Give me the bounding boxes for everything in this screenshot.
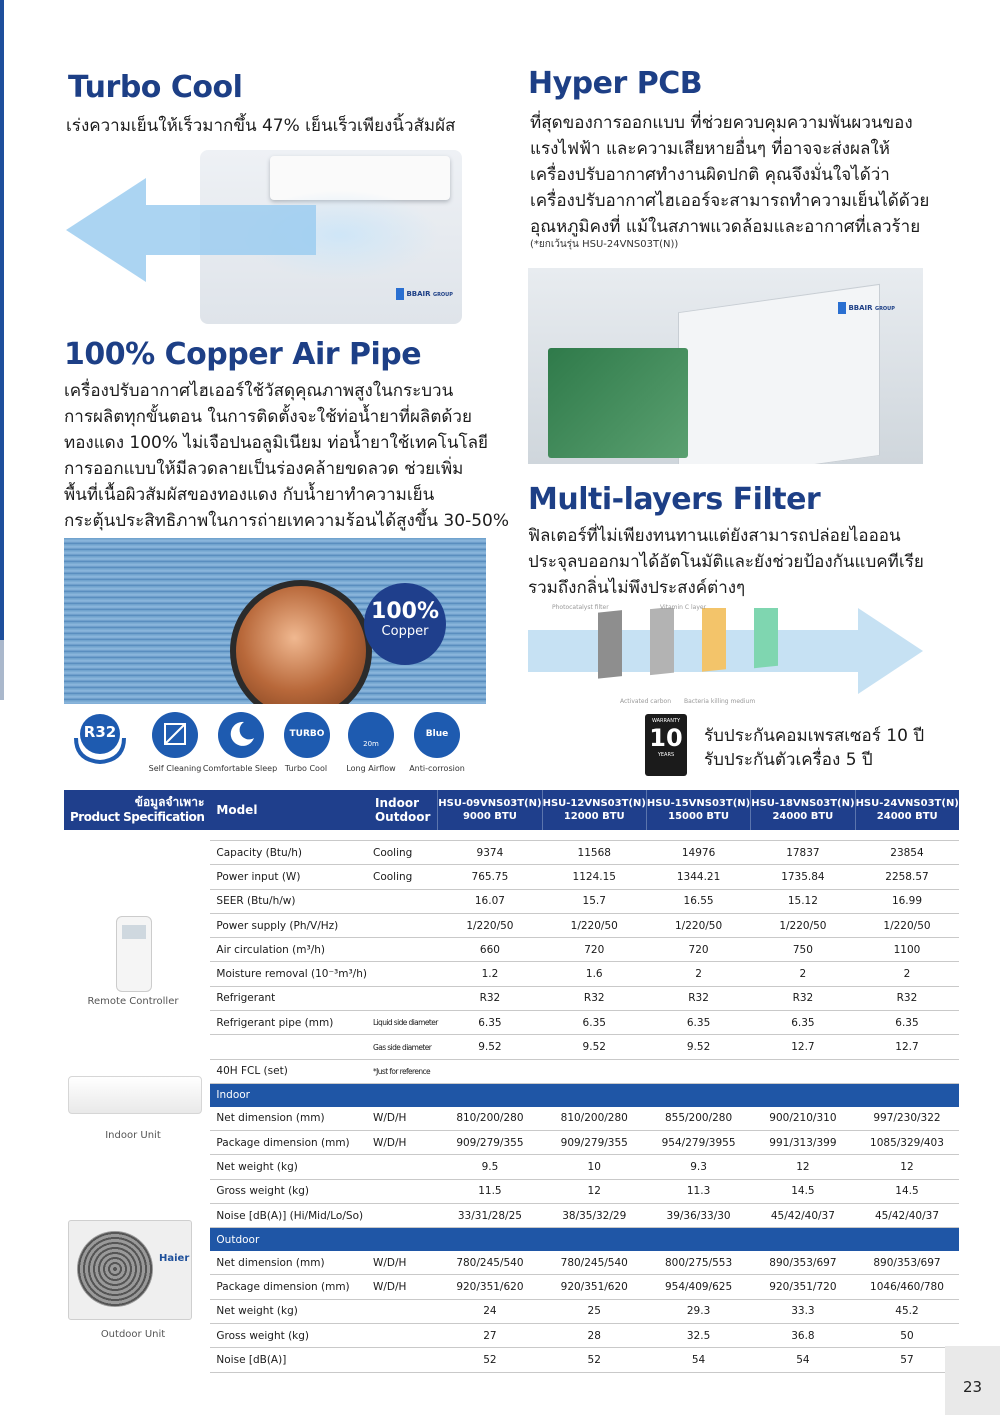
spec-cell: R32 — [751, 986, 855, 1010]
spec-row-sub — [367, 1155, 438, 1179]
spec-cell: R32 — [438, 986, 542, 1010]
spec-cell: 6.35 — [855, 1011, 959, 1035]
filter-title: Multi-layers Filter — [528, 482, 821, 517]
remote-controller-label: Remote Controller — [87, 996, 179, 1007]
spec-row — [64, 913, 959, 937]
spec-row-label: Package dimension (mm) — [210, 1275, 367, 1299]
outdoor-section-band: Outdoor — [64, 1228, 959, 1251]
spec-cell: 765.75 — [438, 865, 542, 889]
spec-cell: 660 — [438, 938, 542, 962]
filter-label-vitamin-c: Vitamin C layer — [660, 604, 707, 611]
spec-cell: 11.3 — [646, 1179, 750, 1203]
spec-row-label: Gross weight (kg) — [210, 1323, 367, 1347]
spec-cell: 11568 — [542, 841, 646, 865]
left-accent-bar-lower — [0, 640, 4, 700]
spec-row — [64, 1348, 959, 1372]
spec-cell: 1735.84 — [751, 865, 855, 889]
spec-cell: 800/275/553 — [646, 1251, 750, 1275]
spec-cell: 16.99 — [855, 889, 959, 913]
hyper-pcb-text: ที่สุดของการออกแบบ ที่ช่วยควบคุมความพันผวนของ แรงไฟฟ้า และความเสียหายอื่นๆ ที่อาจจะส่งผลให้ เครื่องปรับอากาศทำงานผิดปกติ คุณจึงมั่นใจได้ว่า เครื่องปรับอากาศไฮเออร์จะสามารถทำความเย็นได้ด้วย อุณหภูมิคงที่ แม้ในสภาพแวดล้อมและอากาศที่เลวร้าย — [530, 113, 930, 237]
spec-cell: 890/353/697 — [751, 1251, 855, 1275]
spec-cell: 17837 — [751, 841, 855, 865]
spec-cell: 14.5 — [751, 1179, 855, 1203]
hyper-pcb-title: Hyper PCB — [528, 66, 703, 101]
spec-cell: 39/36/33/30 — [646, 1203, 750, 1227]
spec-cell: 52 — [438, 1348, 542, 1372]
spec-row — [64, 865, 959, 889]
spec-row-label: Net dimension (mm) — [210, 1107, 367, 1131]
turbo-cool-icon: TURBO — [284, 712, 330, 758]
spec-row-sub: Liquid side diameter — [367, 1011, 438, 1035]
spec-row — [64, 1203, 959, 1227]
copper-pipe-image — [64, 538, 486, 704]
filter-label-carbon: Activated carbon — [620, 698, 672, 705]
model-column-heading: HSU-18VNS03T(N) 24000 BTU — [751, 790, 855, 830]
spec-cell — [855, 1059, 959, 1083]
spec-cell: 54 — [751, 1348, 855, 1372]
spec-cell: 855/200/280 — [646, 1107, 750, 1131]
spec-cell: 2 — [751, 962, 855, 986]
spec-cell: 6.35 — [751, 1011, 855, 1035]
spec-cell: 32.5 — [646, 1323, 750, 1347]
spec-row-sub: W/D/H — [367, 1251, 438, 1275]
spec-cell: 12 — [542, 1179, 646, 1203]
turbo-cool-title: Turbo Cool — [68, 70, 243, 105]
spec-row-sub: W/D/H — [367, 1275, 438, 1299]
spec-cell: 920/351/620 — [438, 1275, 542, 1299]
spec-cell: 1.6 — [542, 962, 646, 986]
spec-cell: 909/279/355 — [438, 1131, 542, 1155]
outdoor-unit-label: Outdoor Unit — [100, 1329, 166, 1340]
spec-row-sub: *Just for reference — [367, 1059, 438, 1083]
spec-cell: 12.7 — [855, 1035, 959, 1059]
copper-pipe-text: เครื่องปรับอากาศไฮเออร์ใช้วัสดุคุณภาพสูงในกระบวน การผลิตทุกขั้นตอน ในการติดตั้งจะใช้ท่อน้ำยาที่ผลิตด้วย ทองแดง 100% ไม่เจือปนอลูมิเนียม ท่อน้ำยาใช้เทคโนโลยี การออกแบบให้มีลวดลายเป็นร่องคล้ายขดลวด ช่วยเพิ่ม พื้นที่เนื้อผิวสัมผัสของทองแดง กับน้ำยาทำความเย็น กระตุ้นประสิทธิภาพในการถ่ายเทความร้อนได้สูงขึ้น 30-50% — [64, 381, 509, 531]
spec-row-sub — [367, 913, 438, 937]
anti-corrosion-icon: Blue — [414, 712, 460, 758]
remote-controller-picture — [116, 916, 152, 992]
spec-cell: 890/353/697 — [855, 1251, 959, 1275]
spec-cell: 1/220/50 — [542, 913, 646, 937]
indoor-section-band: Indoor — [64, 1083, 959, 1106]
magnifier-picture — [230, 580, 372, 704]
spec-cell: 909/279/355 — [542, 1131, 646, 1155]
spec-row — [64, 889, 959, 913]
spec-cell: 1/220/50 — [438, 913, 542, 937]
spec-row-label: Refrigerant pipe (mm) — [210, 1011, 367, 1035]
spec-cell: 9374 — [438, 841, 542, 865]
spec-cell: 9.5 — [438, 1155, 542, 1179]
model-column-heading: HSU-24VNS03T(N) 24000 BTU — [855, 790, 959, 830]
model-column-heading: HSU-09VNS03T(N) 9000 BTU — [438, 790, 542, 830]
spec-cell: R32 — [542, 986, 646, 1010]
spec-row-label: Noise [dB(A)] — [210, 1348, 367, 1372]
filter-label-photocatalyst: Photocatalyst filter — [552, 604, 609, 611]
spec-row-sub — [367, 889, 438, 913]
filter-arrow-graphic — [528, 608, 923, 694]
r32-icon: R32 — [70, 708, 130, 764]
spec-cell: 50 — [855, 1323, 959, 1347]
spec-row-sub — [367, 962, 438, 986]
spec-row-sub: Cooling — [367, 841, 438, 865]
spec-row-sub — [367, 1299, 438, 1323]
spec-cell: 38/35/32/29 — [542, 1203, 646, 1227]
spec-cell: 720 — [542, 938, 646, 962]
spec-cell: 33.3 — [751, 1299, 855, 1323]
feature-label: Comfortable Sleep — [202, 764, 278, 773]
spec-cell: 36.8 — [751, 1323, 855, 1347]
page-number: 23 — [962, 1378, 983, 1396]
spec-cell: 6.35 — [646, 1011, 750, 1035]
spec-cell: 810/200/280 — [438, 1107, 542, 1131]
spec-row-label: Power input (W) — [210, 865, 367, 889]
spec-row-label: Power supply (Ph/V/Hz) — [210, 913, 367, 937]
spec-io-heading: Indoor Outdoor — [367, 790, 438, 830]
bbair-logo: BBAIR GROUP — [838, 302, 895, 314]
spec-model-heading: Model — [210, 790, 367, 830]
comfortable-sleep-icon — [218, 712, 264, 758]
spec-cell: 1124.15 — [542, 865, 646, 889]
spec-row-sub: Cooling — [367, 865, 438, 889]
spec-cell: 27 — [438, 1323, 542, 1347]
spec-side-heading: ข้อมูลจำเพาะ Product Specification — [64, 790, 210, 830]
spec-cell: 810/200/280 — [542, 1107, 646, 1131]
spec-row — [64, 1275, 959, 1299]
warranty-compressor: รับประกันคอมเพรสเซอร์ 10 ปี — [704, 726, 925, 746]
feature-label: Long Airflow — [346, 764, 396, 773]
spec-cell: 9.52 — [542, 1035, 646, 1059]
filter-label-bacteria: Bacteria killing medium — [684, 698, 756, 705]
spec-cell: 12 — [751, 1155, 855, 1179]
spec-row-label — [210, 1035, 367, 1059]
copper-badge: 100% Copper — [364, 583, 446, 665]
spec-row-label: Air circulation (m³/h) — [210, 938, 367, 962]
spec-cell: 15.7 — [542, 889, 646, 913]
spec-cell: R32 — [646, 986, 750, 1010]
spec-cell: 11.5 — [438, 1179, 542, 1203]
spec-row-sub: Gas side diameter — [367, 1035, 438, 1059]
spec-cell: 57 — [855, 1348, 959, 1372]
spec-cell: 920/351/620 — [542, 1275, 646, 1299]
spec-cell: 16.55 — [646, 889, 750, 913]
spec-row-label: SEER (Btu/h/w) — [210, 889, 367, 913]
spec-cell: 45/42/40/37 — [855, 1203, 959, 1227]
haier-logo: Haier — [159, 1253, 190, 1264]
spec-cell: 45/42/40/37 — [751, 1203, 855, 1227]
spec-cell: 9.52 — [438, 1035, 542, 1059]
spec-row — [64, 1299, 959, 1323]
warranty-unit: รับประกันตัวเครื่อง 5 ปี — [704, 750, 873, 770]
spec-cell: 1344.21 — [646, 865, 750, 889]
feature-label: Turbo Cool — [284, 764, 328, 773]
spec-row-label: Package dimension (mm) — [210, 1131, 367, 1155]
spec-cell: 991/313/399 — [751, 1131, 855, 1155]
spec-row-label: Gross weight (kg) — [210, 1179, 367, 1203]
spec-cell: 6.35 — [542, 1011, 646, 1035]
spec-row-sub — [367, 1323, 438, 1347]
copper-pipe-title: 100% Copper Air Pipe — [64, 337, 422, 372]
spec-row-label: 40H FCL (set) — [210, 1059, 367, 1083]
spec-cell: 780/245/540 — [438, 1251, 542, 1275]
spec-cell: 16.07 — [438, 889, 542, 913]
spec-row-sub: W/D/H — [367, 1107, 438, 1131]
spec-cell: 54 — [646, 1348, 750, 1372]
indoor-unit-picture — [68, 1076, 202, 1114]
hyper-pcb-note: (*ยกเว้นรุ่น HSU-24VNS03T(N)) — [530, 239, 679, 250]
spec-row — [64, 1251, 959, 1275]
spec-cell: 780/245/540 — [542, 1251, 646, 1275]
spec-cell: 15.12 — [751, 889, 855, 913]
spec-cell: 1085/329/403 — [855, 1131, 959, 1155]
filter-text: ฟิลเตอร์ที่ไม่เพียงทนทานแต่ยังสามารถปล่อยไอออน ประจุลบออกมาได้อัตโนมัติและยังช่วยป้องกันแบคทีเรีย รวมถึงกลิ่นไม่พึงประสงค์ต่างๆ — [528, 526, 924, 598]
spec-cell: 1.2 — [438, 962, 542, 986]
spec-cell: 954/279/3955 — [646, 1131, 750, 1155]
spec-cell — [646, 1059, 750, 1083]
spec-cell: 33/31/28/25 — [438, 1203, 542, 1227]
bbair-logo: BBAIR GROUP — [396, 288, 453, 300]
spec-cell: 12 — [855, 1155, 959, 1179]
spec-cell: 2 — [646, 962, 750, 986]
hyper-pcb-image — [528, 268, 923, 464]
spec-cell: 2258.57 — [855, 865, 959, 889]
left-accent-bar — [0, 0, 4, 640]
spec-cell: 14.5 — [855, 1179, 959, 1203]
long-airflow-icon: 20m — [348, 712, 394, 758]
spec-row-label: Net weight (kg) — [210, 1155, 367, 1179]
spec-row-label: Net dimension (mm) — [210, 1251, 367, 1275]
model-column-heading: HSU-12VNS03T(N) 12000 BTU — [542, 790, 646, 830]
spec-cell — [542, 1059, 646, 1083]
spec-cell: 24 — [438, 1299, 542, 1323]
outdoor-unit-picture — [68, 1220, 192, 1320]
spec-row-label: Refrigerant — [210, 986, 367, 1010]
spec-cell: 997/230/322 — [855, 1107, 959, 1131]
page-number-tab — [945, 1346, 1000, 1415]
spec-row-label: Moisture removal (10⁻³m³/h) — [210, 962, 367, 986]
spec-row-sub — [367, 1179, 438, 1203]
spec-cell: 750 — [751, 938, 855, 962]
spec-cell: 920/351/720 — [751, 1275, 855, 1299]
blue-arrow-graphic — [66, 170, 326, 290]
spec-cell: 29.3 — [646, 1299, 750, 1323]
spec-cell: 720 — [646, 938, 750, 962]
spec-row — [64, 1035, 959, 1059]
spec-row-sub: W/D/H — [367, 1131, 438, 1155]
model-column-heading: HSU-15VNS03T(N) 15000 BTU — [646, 790, 750, 830]
warranty-badge: WARRANTY 10 YEARS — [645, 714, 687, 776]
spec-row — [64, 1179, 959, 1203]
spec-cell: 14976 — [646, 841, 750, 865]
turbo-cool-text: เร่งความเย็นให้เร็วมากขึ้น 47% เย็นเร็วเพียงนิ้วสัมผัส — [66, 116, 456, 136]
spec-row-sub — [367, 1348, 438, 1372]
spec-row — [64, 938, 959, 962]
spec-cell: 12.7 — [751, 1035, 855, 1059]
spec-row-label: Noise [dB(A)] (Hi/Mid/Lo/So) — [210, 1203, 367, 1227]
spec-cell: 1/220/50 — [751, 913, 855, 937]
spec-row-sub — [367, 938, 438, 962]
spec-cell — [751, 1059, 855, 1083]
filter-image — [528, 600, 923, 706]
spec-cell: 2 — [855, 962, 959, 986]
spec-row-label: Net weight (kg) — [210, 1299, 367, 1323]
spec-row — [64, 841, 959, 865]
spec-cell: 25 — [542, 1299, 646, 1323]
spec-cell: 1046/460/780 — [855, 1275, 959, 1299]
self-cleaning-icon — [152, 712, 198, 758]
feature-label: Self Cleaning — [148, 764, 202, 773]
spec-cell: 1/220/50 — [646, 913, 750, 937]
spec-cell: 954/409/625 — [646, 1275, 750, 1299]
spec-cell: 1/220/50 — [855, 913, 959, 937]
spec-cell: 23854 — [855, 841, 959, 865]
indoor-unit-label: Indoor Unit — [105, 1130, 161, 1141]
spec-cell: 1100 — [855, 938, 959, 962]
pcb-board-picture — [548, 348, 688, 458]
spec-cell: R32 — [855, 986, 959, 1010]
spec-row — [64, 962, 959, 986]
spec-row — [64, 1011, 959, 1035]
spec-cell: 45.2 — [855, 1299, 959, 1323]
spec-cell: 6.35 — [438, 1011, 542, 1035]
spec-cell: 10 — [542, 1155, 646, 1179]
feature-label: Anti-corrosion — [409, 764, 465, 773]
spec-cell: 28 — [542, 1323, 646, 1347]
spec-cell: 9.3 — [646, 1155, 750, 1179]
spec-cell: 900/210/310 — [751, 1107, 855, 1131]
spec-row-label: Capacity (Btu/h) — [210, 841, 367, 865]
spec-cell: 9.52 — [646, 1035, 750, 1059]
spec-row-sub — [367, 1203, 438, 1227]
spec-row-sub — [367, 986, 438, 1010]
spec-cell — [438, 1059, 542, 1083]
spec-cell: 52 — [542, 1348, 646, 1372]
spec-header-row — [64, 790, 959, 830]
spec-row — [64, 1155, 959, 1179]
